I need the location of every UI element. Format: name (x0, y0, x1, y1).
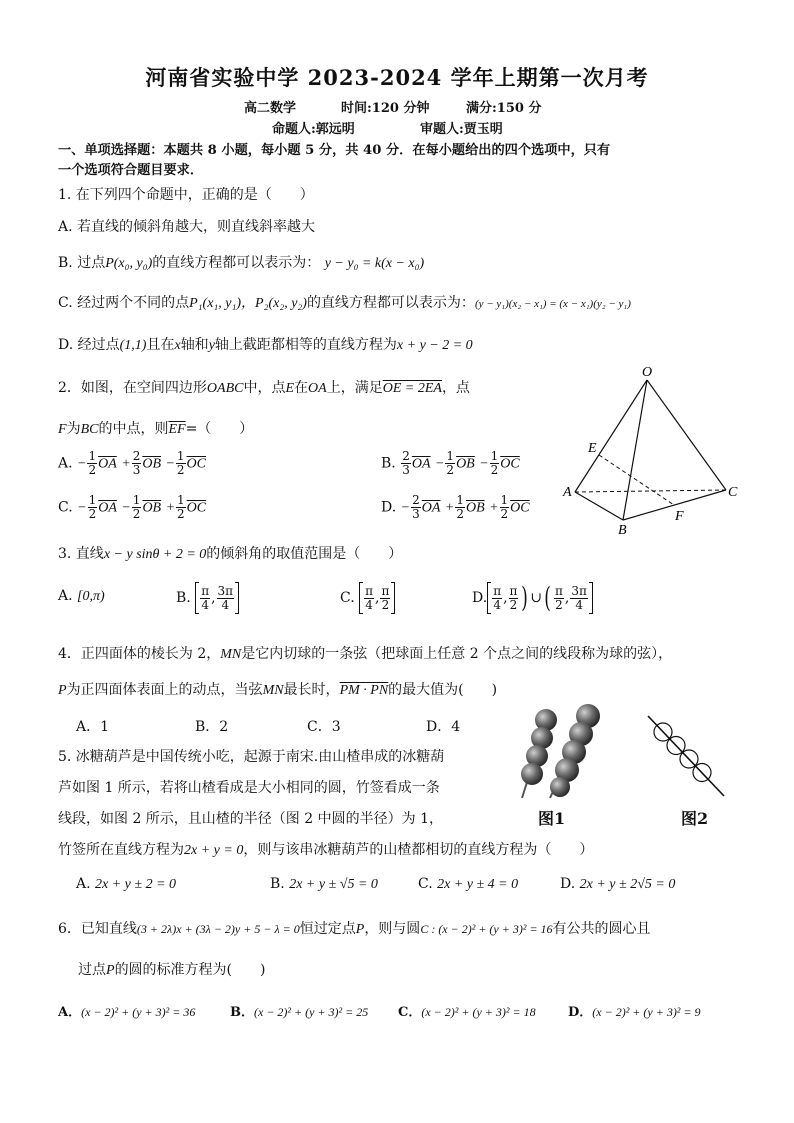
q6-d-label: D． (568, 1005, 593, 1020)
q1-stem: 1. 在下列四个命题中，正确的是（ ） (58, 187, 314, 203)
vec-ob: $\overline{OB}$ (142, 456, 161, 472)
q6-l1-end: 有公共的圆心且 (552, 921, 651, 937)
q6-d-eq: (x − 2)² + (y + 3)² = 9 (592, 1005, 701, 1019)
q1-d-mid1: 且在 (146, 337, 175, 353)
segment-ef (599, 455, 674, 505)
frac (455, 494, 465, 521)
q6-c-eq: (x − 2)² + (y + 3)² = 18 (421, 1005, 536, 1019)
q1-d-eq: x + y − 2 = 0 (396, 338, 473, 353)
q6-line1 (58, 918, 651, 938)
num: 3π (217, 583, 234, 598)
q2-oa: OA (308, 381, 327, 396)
q3-eq: x − y sinθ + 2 = 0 (103, 547, 207, 562)
num: 3π (571, 583, 587, 598)
q2-a-label: A. (58, 455, 73, 472)
q4-option-d: D．4 (426, 719, 461, 735)
q2-l2-mid2: 的中点，则 (98, 421, 169, 437)
frac (401, 450, 411, 477)
vec-oc: $\overline{OC}$ (186, 500, 207, 516)
q5-d-label: D. (560, 876, 576, 892)
q5-l4-post: ，则与该串冰糖葫芦的山楂都相切的直线方程为（ ） (243, 842, 594, 858)
den: 2 (132, 507, 141, 521)
exam-grade: 高二数学 (244, 101, 297, 116)
num: 1 (490, 449, 499, 463)
q1-d-mid3: 轴上截距都相等的直线方程为 (214, 337, 397, 353)
q2-l1-mid2: 在 (294, 380, 309, 396)
q2-f: F (58, 422, 67, 437)
q4-dot: PM · PN (339, 683, 389, 698)
num: π (365, 583, 374, 598)
frac (445, 450, 455, 477)
q3-post: 的倾斜角的取值范围是（ ） (206, 546, 403, 562)
q6-option-b (230, 1001, 368, 1020)
num: 2 (412, 493, 420, 507)
frac (132, 494, 142, 521)
q1-b-point: P(x₀, y₀) (105, 256, 153, 271)
num: 1 (177, 493, 185, 507)
q4-option-b: B．2 (195, 719, 229, 735)
q2-option-a: A. − $\frac{1}{2}$ $\overline{OA}$ + $\frac{2}{3}$ $\overline{OB}$ − $\frac{1}{2}$ $\overline{OC}$ (58, 449, 206, 477)
q1-d-pre: D. 经过点 (58, 337, 120, 353)
frac (176, 450, 186, 477)
candied-haws-image (510, 700, 610, 805)
label-a: A (563, 485, 572, 500)
q2-cond: OE = 2EA (382, 381, 442, 396)
q2-option-b: B. $\frac{2}{3}$ $\overline{OA}$ − $\frac{1}{2}$ $\overline{OB}$ − $\frac{1}{2}$ $\overline{OC}$ (381, 449, 520, 477)
figure1-caption: 图1 (538, 809, 566, 828)
q3-a-label: A. (58, 588, 73, 604)
vec-oa: $\overline{OA}$ (98, 500, 117, 516)
q2-b-label: B. (381, 455, 396, 472)
edge-ac-hidden (575, 490, 726, 492)
q4-l1-pre: 4．正四面体的棱长为 2， (58, 646, 221, 662)
den: 2 (456, 507, 464, 521)
vec-oc: $\overline{OC}$ (500, 456, 520, 472)
label-o: O (642, 365, 653, 380)
q4-line1 (58, 643, 672, 663)
q2-bc: BC (80, 422, 99, 437)
q1-d-y: y (208, 338, 215, 353)
q5-c-label: C. (418, 876, 433, 892)
frac (88, 494, 98, 521)
q6-circle: C : (x − 2)² + (y + 3)² = 16 (420, 922, 553, 936)
q3-option-d: D. $\frac{\pi}{4}$ , $\frac{\pi}{2}$ ) ∪( $\frac{\pi}{2}$ , $\frac{3\pi}{4}$ (472, 582, 593, 614)
frac (87, 450, 97, 477)
q2-l2-mid: 为 (66, 421, 81, 437)
circles-on-stick-figure (640, 710, 730, 800)
den: 2 (509, 597, 518, 612)
q1-option-a: A. 若直线的倾斜角越大，则直线斜率越大 (58, 219, 316, 235)
q4-option-c: C．3 (307, 719, 341, 735)
q3-b-label: B. (176, 590, 191, 606)
figure2-caption: 图2 (681, 809, 709, 828)
q1-d-x: x (174, 338, 181, 353)
q5-l4-pre: 竹签所在直线方程为 (58, 842, 184, 858)
q6-option-a (58, 1001, 195, 1020)
q6-c-label: C． (398, 1005, 422, 1020)
q2-option-c: C. − $\frac{1}{2}$ $\overline{OA}$ − $\frac{1}{2}$ $\overline{OB}$ + $\frac{1}{2}$ $\overline{OC}$ (58, 493, 207, 521)
vec-oc: $\overline{OC}$ (510, 500, 530, 516)
den: 3 (412, 507, 420, 521)
tetrahedron-figure (560, 362, 750, 542)
q4-mn: MN (220, 647, 242, 662)
q6-p: P (355, 922, 365, 937)
vec-oa: $\overline{OA}$ (421, 500, 441, 516)
num: π (555, 583, 563, 598)
haw-berries-left (521, 709, 557, 785)
exam-score: 满分:150 分 (466, 101, 542, 116)
den: 3 (132, 463, 141, 477)
num: 2 (132, 449, 141, 463)
q6-b-label: B． (230, 1005, 254, 1020)
q1-b-mid: 的直线方程都可以表示为： (152, 255, 321, 271)
q6-b-eq: (x − 2)² + (y + 3)² = 25 (254, 1005, 369, 1019)
q1-c-mid: 的直线方程都可以表示为： (306, 295, 475, 311)
q1-d-point: (1,1) (119, 338, 147, 353)
q4-option-a: A．1 (76, 719, 110, 735)
q4-l2-end: 的最大值为( ) (388, 682, 498, 698)
den: 2 (176, 463, 185, 477)
num: 1 (456, 493, 464, 507)
q4-l1-post: 是它内切球的一条弦（把球面上任意 2 个点之间的线段称为球的弦）， (241, 646, 673, 662)
frac (411, 494, 421, 521)
q5-option-c (418, 876, 518, 893)
q5-line2: 芦如图 1 所示，若将山楂看成是大小相同的圆，竹签看成一条 (58, 780, 440, 796)
exam-reviewer: 审题人:贾玉明 (420, 122, 503, 137)
num: 1 (500, 493, 509, 507)
q5-a-eq: 2x + y ± 2 = 0 (95, 877, 177, 892)
label-e: E (588, 441, 597, 456)
q6-l2-pre: 过点 (78, 962, 106, 978)
vec-ob: $\overline{OB}$ (465, 500, 485, 516)
q2-c-label: C. (58, 499, 73, 516)
den: 4 (221, 597, 230, 612)
q4-line2 (58, 679, 497, 699)
num: 1 (88, 493, 97, 507)
q2-l1-mid: 中，点 (243, 380, 286, 396)
q5-b-eq: 2x + y ± √5 = 0 (289, 877, 378, 892)
q5-option-d (560, 876, 675, 893)
q5-l4-eq: 2x + y = 0 (184, 843, 244, 858)
union: ∪ (530, 590, 543, 606)
q3-stem (58, 543, 402, 563)
q2-l2-end: =（ ） (185, 421, 254, 437)
q1-c-pre: C. 经过两个不同的点 (58, 295, 190, 311)
q2-e: E (285, 381, 295, 396)
den: 2 (490, 463, 499, 477)
haw-berries-right (550, 704, 600, 797)
num: π (509, 583, 518, 598)
q6-a-eq: (x − 2)² + (y + 3)² = 36 (81, 1005, 196, 1019)
q2-oabc: OABC (206, 381, 244, 396)
q1-option-b (58, 252, 424, 272)
den: 2 (88, 507, 97, 521)
den: 3 (402, 463, 410, 477)
q2-d-label: D. (381, 499, 397, 516)
frac (132, 450, 142, 477)
label-c: C (728, 485, 738, 500)
edge-ob (623, 380, 647, 520)
section-heading-2: 一个选项符合题目要求． (58, 163, 204, 178)
num: π (493, 583, 502, 598)
frac (176, 494, 186, 521)
section-heading: 一、单项选择题：本题共 8 小题，每小题 5 分，共 40 分．在每小题给出的四个选项中，只有 (58, 143, 611, 158)
q6-a-label: A． (58, 1005, 82, 1020)
q2-l1-mid3: 上，满足 (326, 380, 383, 396)
den: 2 (555, 597, 563, 612)
num: π (381, 583, 390, 598)
q1-option-c (58, 292, 631, 312)
vec-oa: $\overline{OA}$ (411, 456, 431, 472)
den: 2 (446, 463, 455, 477)
q6-l1-pre: 6．已知直线 (58, 921, 137, 937)
q3-d-label: D. (472, 590, 488, 606)
den: 2 (88, 463, 97, 477)
q6-l1-eq: (3 + 2λ)x + (3λ − 2)y + 5 − λ = 0 (136, 922, 300, 936)
q6-l1-mid2: ，则与圆 (364, 921, 421, 937)
q5-option-a (76, 876, 176, 893)
q2-ef: $\overline{EF}$ (168, 422, 186, 437)
stick-line (648, 716, 724, 796)
q5-a-label: A. (76, 876, 91, 892)
q5-c-eq: 2x + y ± 4 = 0 (437, 877, 519, 892)
den: 4 (201, 597, 209, 612)
frac (500, 494, 510, 521)
q6-option-d (568, 1001, 701, 1020)
vec-oa: $\overline{OA}$ (98, 456, 117, 472)
q3-option-a (58, 588, 105, 605)
frac (490, 450, 500, 477)
label-f: F (675, 509, 684, 524)
den: 4 (493, 597, 501, 612)
den: 4 (575, 597, 583, 612)
q5-b-label: B. (270, 876, 285, 892)
q2-l1-pre: 2．如图，在空间四边形 (58, 380, 207, 396)
edge-oc (647, 380, 726, 490)
q3-a-val: [0,π) (77, 589, 105, 604)
exam-time: 时间:120 分钟 (341, 101, 430, 116)
q5-line1: 5. 冰糖葫芦是中国传统小吃，起源于南宋.由山楂串成的冰糖葫 (58, 749, 445, 765)
q1-c-points: P₁(x₁, y₁)，P₂(x₂, y₂) (189, 296, 307, 311)
q2-line2 (58, 418, 253, 438)
q3-c-label: C. (340, 590, 355, 606)
q2-l1-end: ，点 (441, 380, 470, 396)
q2-line1 (58, 377, 470, 397)
q1-b-pre: B. 过点 (58, 255, 106, 271)
edge-oa (575, 380, 647, 492)
q6-line2 (78, 959, 266, 979)
q5-line3: 线段，如图 2 所示，且山楂的半径（图 2 中圆的半径）为 1， (58, 811, 443, 827)
vec-oc: $\overline{OC}$ (186, 456, 206, 472)
q4-p: P (58, 683, 67, 698)
q6-l1-mid: 恒过定点 (299, 921, 356, 937)
q4-l2-mid: 为正四面体表面上的动点，当弦 (66, 682, 263, 698)
label-b: B (618, 523, 627, 538)
q5-d-eq: 2x + y ± 2√5 = 0 (579, 877, 676, 892)
q5-option-b (270, 876, 378, 893)
den: 2 (177, 507, 185, 521)
q4-l2-mid2: 最长时， (283, 682, 340, 698)
q3-option-c: C. $\frac{\pi}{4}$ , $\frac{\pi}{2}$ (340, 582, 395, 614)
num: π (201, 583, 210, 598)
den: 2 (381, 597, 390, 612)
num: 1 (88, 449, 97, 463)
q6-l2-post: 的圆的标准方程为( ) (114, 962, 266, 978)
edge-ab (575, 492, 623, 520)
exam-title: 河南省实验中学 2023-2024 学年上期第一次月考 (145, 65, 649, 90)
q1-b-eq: y − y₀ = k(x − x₀) (324, 256, 425, 271)
q1-c-eq: (y − y₁)(x₂ − x₁) = (x − x₁)(y₂ − y₁) (474, 298, 631, 310)
q5-line4 (58, 839, 593, 859)
q3-option-b: B. $\frac{\pi}{4}$ , $\frac{3\pi}{4}$ (176, 582, 239, 614)
vec-ob: $\overline{OB}$ (142, 500, 162, 516)
num: 2 (402, 449, 410, 463)
q1-d-mid2: 轴和 (180, 337, 209, 353)
num: 1 (446, 449, 455, 463)
num: 1 (132, 493, 141, 507)
q2-option-d: D. − $\frac{2}{3}$ $\overline{OA}$ + $\frac{1}{2}$ $\overline{OB}$ + $\frac{1}{2}$ $\overline{OC}$ (381, 493, 530, 521)
q6-p2: P (106, 963, 115, 978)
q6-option-c (398, 1001, 536, 1020)
vec-ob: $\overline{OB}$ (456, 456, 475, 472)
q4-mn2: MN (262, 683, 284, 698)
num: 1 (176, 449, 185, 463)
exam-author: 命题人:郭远明 (272, 122, 355, 137)
q1-option-d (58, 334, 473, 354)
den: 2 (500, 507, 509, 521)
q3-pre: 3. 直线 (58, 546, 104, 562)
den: 4 (365, 597, 373, 612)
